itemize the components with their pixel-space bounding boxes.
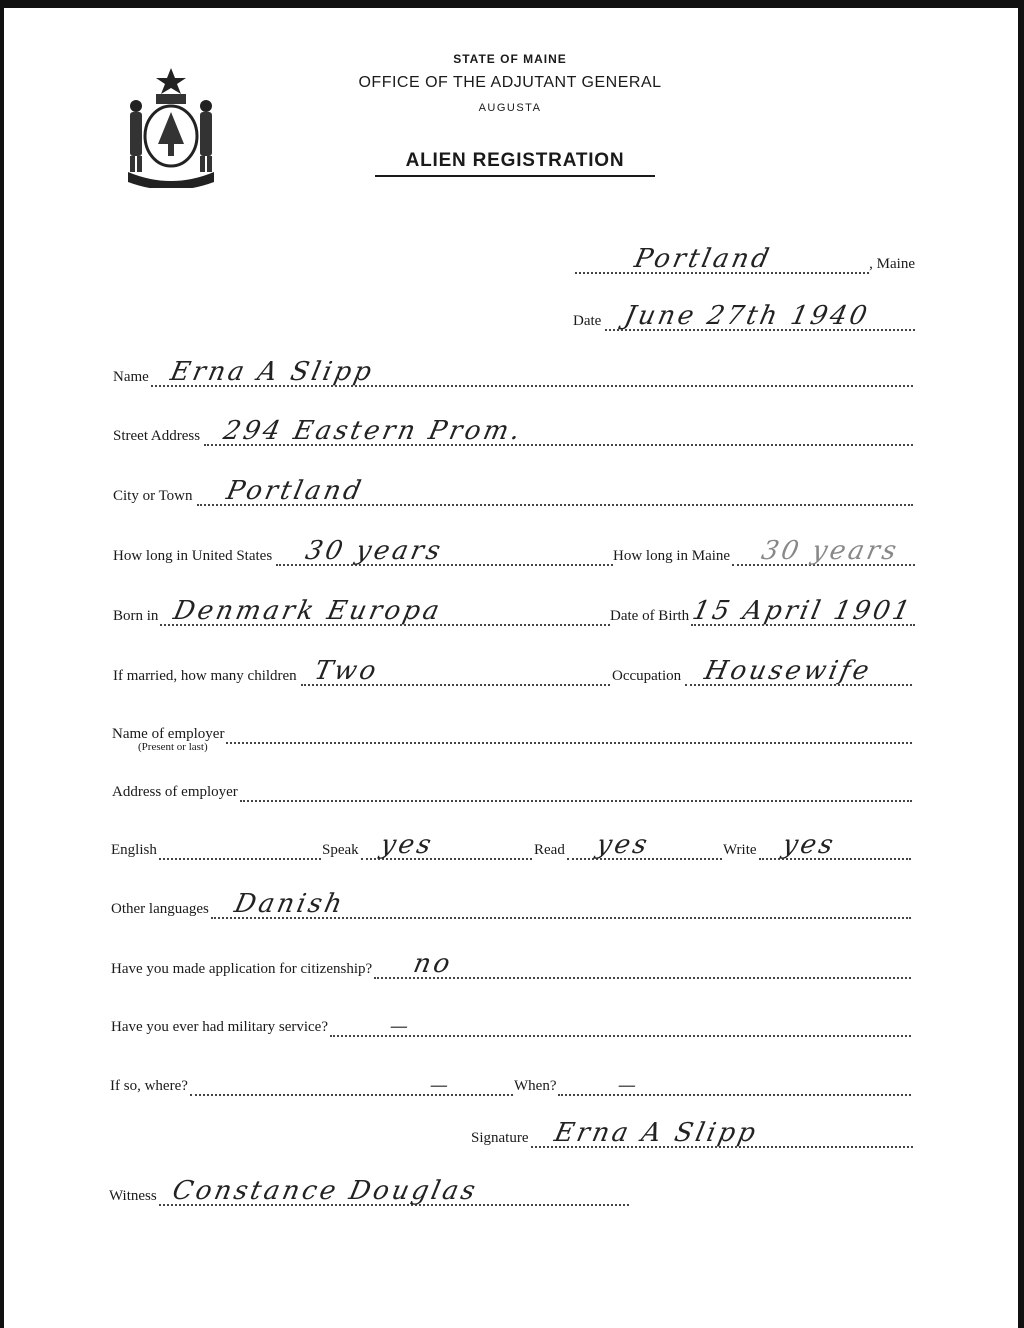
dob-field[interactable] — [610, 596, 916, 626]
date-field[interactable] — [573, 301, 915, 331]
occupation-label: Occupation — [612, 668, 682, 684]
signature-value: Erna A Slipp — [551, 1118, 761, 1148]
children-value: Two — [311, 656, 382, 686]
state-heading: STATE OF MAINE — [453, 52, 567, 66]
write-field[interactable] — [723, 830, 911, 860]
witness-label: Witness — [109, 1188, 157, 1204]
witness-value: Constance Douglas — [169, 1176, 481, 1206]
employer-label: Name of employer — [112, 726, 225, 742]
street-label: Street Address — [113, 428, 201, 444]
citizenship-field[interactable] — [111, 949, 911, 979]
citizenship-label: Have you made application for citizenship? — [111, 961, 373, 977]
city-field[interactable] — [113, 476, 913, 506]
street-value: 294 Eastern Prom. — [220, 416, 526, 446]
name-label: Name — [113, 369, 149, 385]
children-field[interactable] — [113, 656, 610, 686]
state-seal-icon — [116, 64, 226, 188]
city-label: City or Town — [113, 488, 193, 504]
speak-label: Speak — [322, 842, 359, 858]
date-label: Date — [573, 313, 602, 329]
signature-label: Signature — [471, 1130, 529, 1146]
read-value: yes — [593, 830, 653, 860]
born-field[interactable] — [113, 596, 610, 626]
born-value: Denmark Europa — [171, 596, 446, 626]
name-value: Erna A Slipp — [167, 357, 377, 387]
years-us-value: 30 years — [302, 536, 447, 566]
city-heading: AUGUSTA — [478, 102, 542, 114]
employer-field[interactable] — [112, 720, 912, 744]
english-field[interactable] — [111, 836, 321, 860]
where-field[interactable] — [110, 1072, 513, 1096]
date-value: June 27th 1940 — [622, 301, 873, 331]
where-value: — — [427, 1075, 454, 1096]
place-label: , Maine — [869, 256, 915, 272]
speak-field[interactable] — [322, 830, 532, 860]
military-value: — — [387, 1016, 414, 1037]
employer-address-field[interactable] — [112, 778, 912, 802]
write-label: Write — [723, 842, 757, 858]
military-field[interactable] — [111, 1013, 911, 1037]
children-label: If married, how many children — [113, 668, 297, 684]
witness-field[interactable] — [109, 1176, 629, 1206]
street-field[interactable] — [113, 416, 913, 446]
speak-value: yes — [377, 830, 437, 860]
military-label: Have you ever had military service? — [111, 1019, 328, 1035]
years-us-field[interactable] — [113, 536, 613, 566]
dob-label: Date of Birth — [610, 608, 690, 624]
other-languages-label: Other languages — [111, 901, 209, 917]
other-languages-value: Danish — [231, 889, 348, 919]
read-field[interactable] — [534, 830, 722, 860]
other-languages-field[interactable] — [111, 889, 911, 919]
years-maine-label: How long in Maine — [613, 548, 731, 564]
employer-sublabel: (Present or last) — [138, 741, 208, 753]
place-field[interactable] — [575, 244, 915, 274]
form-title: ALIEN REGISTRATION — [375, 150, 655, 177]
name-field[interactable] — [113, 357, 913, 387]
when-value: — — [616, 1075, 642, 1096]
read-label: Read — [534, 842, 565, 858]
employer-address-label: Address of employer — [112, 784, 238, 800]
office-heading: OFFICE OF THE ADJUTANT GENERAL — [358, 74, 662, 91]
city-value: Portland — [223, 476, 366, 506]
years-us-label: How long in United States — [113, 548, 273, 564]
occupation-field[interactable] — [612, 656, 912, 686]
dob-value: 15 April 1901 — [689, 596, 916, 626]
when-label: When? — [514, 1078, 557, 1094]
signature-field[interactable] — [471, 1118, 913, 1148]
where-label: If so, where? — [110, 1078, 188, 1094]
english-label: English — [111, 842, 157, 858]
born-label: Born in — [113, 608, 159, 624]
citizenship-value: no — [410, 949, 456, 979]
write-value: yes — [779, 830, 839, 860]
years-maine-field[interactable] — [613, 536, 915, 566]
when-field[interactable] — [514, 1072, 911, 1096]
years-maine-value: 30 years — [758, 536, 902, 566]
occupation-value: Housewife — [701, 656, 875, 686]
place-value: Portland — [631, 244, 775, 274]
